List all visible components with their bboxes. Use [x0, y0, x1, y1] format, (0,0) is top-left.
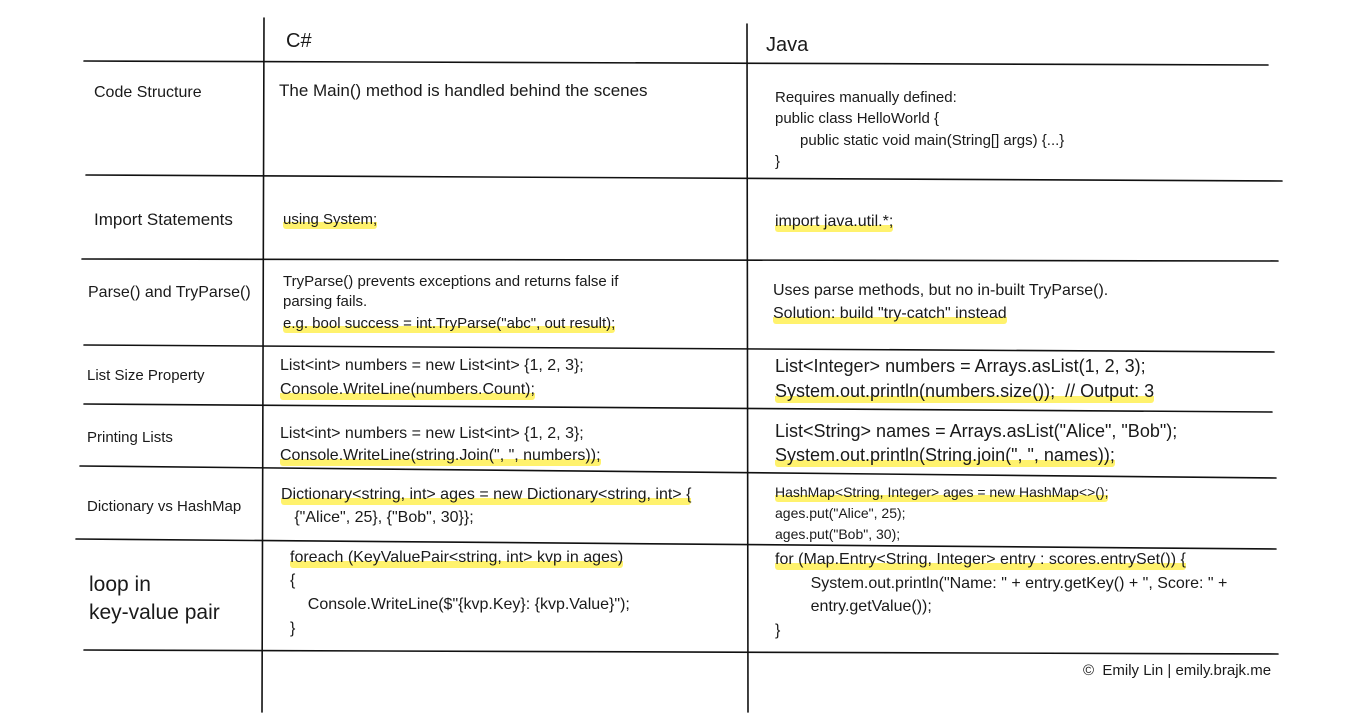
java-line: List<String> names = Arrays.asList("Alice", "Bob"); — [775, 421, 1178, 441]
row-label-printing: Printing Lists — [87, 429, 173, 446]
row-label-list-size: List Size Property — [87, 367, 205, 384]
cs-line: parsing fails. — [283, 293, 368, 310]
cs-import: using System; — [283, 211, 378, 228]
cs-code-structure: The Main() method is handled behind the scenes — [279, 81, 648, 100]
java-line: System.out.println(String.join(", ", names)); — [775, 444, 1115, 467]
java-import: import java.util.*; — [775, 212, 893, 232]
row-label-imports: Import Statements — [94, 210, 233, 229]
row-label-parse: Parse() and TryParse() — [88, 284, 251, 301]
cs-line: { — [290, 572, 296, 589]
java-line: ages.put("Alice", 25); — [775, 505, 906, 521]
cs-line: } — [290, 620, 296, 637]
row-label-line: loop in — [89, 573, 151, 596]
cs-line: Console.WriteLine($"{kvp.Key}: {kvp.Value}"); — [290, 596, 630, 613]
cs-line: Console.WriteLine(string.Join(", ", numbers)); — [280, 446, 601, 466]
cs-line: List<int> numbers = new List<int> {1, 2, 3}; — [280, 425, 584, 442]
row-label-dictionary: Dictionary vs HashMap — [87, 498, 242, 515]
java-line: Requires manually defined: — [775, 89, 957, 106]
cs-line: {"Alice", 25}, {"Bob", 30}}; — [281, 509, 474, 526]
copyright-footer: © Emily Lin | emily.brajk.me — [1083, 662, 1272, 679]
java-line: } — [775, 153, 781, 170]
cs-line: Console.WriteLine(numbers.Count); — [280, 380, 535, 400]
java-line: Uses parse methods, but no in-built TryParse(). — [773, 282, 1109, 299]
java-line: List<Integer> numbers = Arrays.asList(1, 2, 3); — [775, 356, 1146, 376]
cs-line: List<int> numbers = new List<int> {1, 2, 3}; — [280, 357, 584, 374]
java-line: public static void main(String[] args) {...} — [775, 132, 1065, 149]
cs-line: TryParse() prevents exceptions and returns false if — [283, 273, 619, 290]
java-line: HashMap<String, Integer> ages = new HashMap<>(); — [775, 484, 1109, 500]
java-line: System.out.println("Name: " + entry.getKey() + ", Score: " + — [775, 575, 1228, 592]
cs-line: foreach (KeyValuePair<string, int> kvp in ages) — [290, 548, 623, 568]
header-csharp: C# — [286, 30, 312, 52]
header-java: Java — [766, 34, 809, 56]
java-line: ages.put("Bob", 30); — [775, 526, 901, 542]
cs-line: e.g. bool success = int.TryParse("abc", out result); — [283, 315, 616, 332]
java-line: public class HelloWorld { — [775, 110, 939, 127]
java-line: entry.getValue()); — [775, 598, 932, 615]
java-line: System.out.println(numbers.size()); // Output: 3 — [775, 380, 1154, 403]
java-line: Solution: build "try-catch" instead — [773, 304, 1007, 324]
java-line: } — [775, 622, 781, 639]
row-label-line: key-value pair — [89, 601, 220, 624]
cs-line: Dictionary<string, int> ages = new Dictionary<string, int> { — [281, 485, 691, 505]
java-line: for (Map.Entry<String, Integer> entry : scores.entrySet()) { — [775, 550, 1186, 570]
row-label-code-structure: Code Structure — [94, 84, 202, 101]
